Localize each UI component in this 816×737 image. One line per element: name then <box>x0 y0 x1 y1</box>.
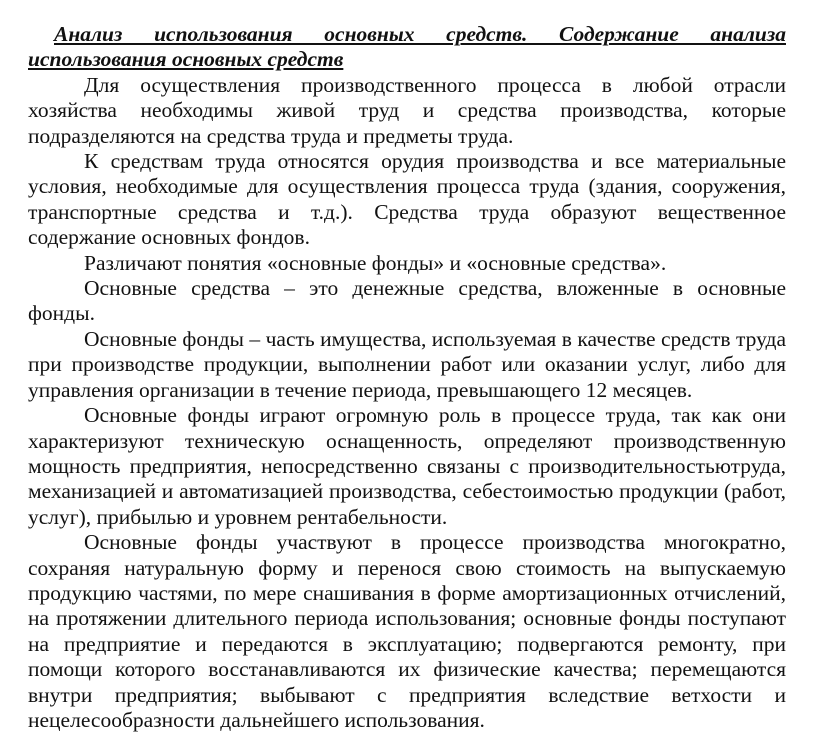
document-heading: Анализ использования основных средств. Содержание анализа использования основных средств <box>28 22 786 72</box>
paragraph-fixed-assets-definition: Основные средства – это денежные средства, вложенные в основные фонды. <box>28 276 786 326</box>
paragraph-labor-and-means: Для осуществления производственного процесса в любой отрасли хозяйства необходимы живой труд и средства производства, которые подразделяются на средства труда и предметы труда. <box>28 72 786 148</box>
paragraph-fixed-funds-role: Основные фонды играют огромную роль в процессе труда, так как они характеризуют техническую оснащенность, определяют производственную мощность предприятия, непосредственно связаны с производительностьютруда, механизацией и автоматизацией производства, себестоимостью продукции (работ, услуг), прибылью и уровнем рентабельности. <box>28 403 786 529</box>
paragraph-concepts: Различают понятия «основные фонды» и «основные средства». <box>84 250 667 275</box>
paragraph-fixed-funds-definition: Основные фонды – часть имущества, используемая в качестве средств труда при производстве продукции, выполнении работ или оказании услуг, либо для управления организации в течение периода, превышающего 12 месяцев. <box>28 326 786 402</box>
paragraph-means-of-labor: К средствам труда относятся орудия производства и все материальные условия, необходимые для осуществления процесса труда (здания, сооружения, транспортные средства и т.д.). Средства труда образуют вещественное содержание основных фондов. <box>28 149 786 250</box>
paragraph-fixed-funds-lifecycle: Основные фонды участвуют в процессе производства многократно, сохраняя натуральную форму и перенося свою стоимость на выпускаемую продукцию частями, по мере снашивания в форме амортизационных отчислений, на протяжении длительного периода использования; основные фонды поступают на предприятие и передаются в эксплуатацию; подвергаются ремонту, при помощи которого восстанавливаются их физические качества; перемещаются внутри предприятия; выбывают с предприятия вследствие ветхости и нецелесообразности дальнейшего использования. <box>28 530 786 732</box>
